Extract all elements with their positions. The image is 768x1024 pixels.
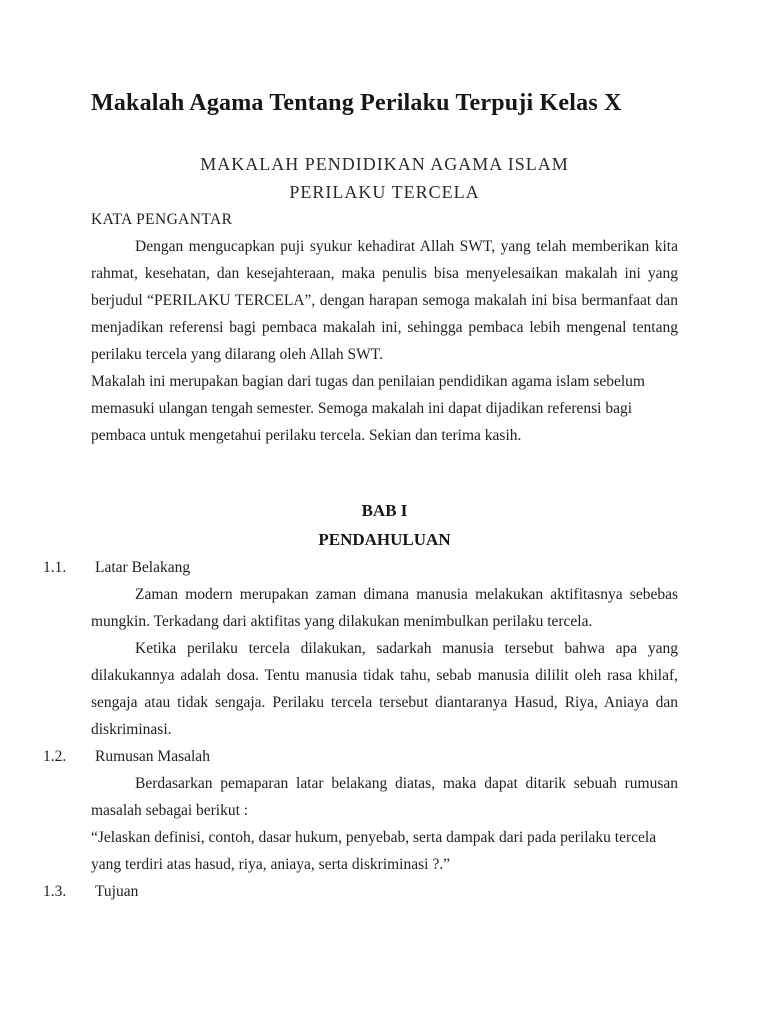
chapter-number-heading: BAB I [361,501,408,520]
chapter-title-heading: PENDAHULUAN [318,530,451,549]
section-heading-tujuan [43,878,678,905]
section-number: 1.2. [43,748,67,765]
document-subtitle-line-2: PERILAKU TERCELA [289,182,480,202]
section-heading-latar-belakang [43,554,678,581]
section-1-1-paragraph-2: Ketika perilaku tercela dilakukan, sadarkah manusia tersebut bahwa apa yang dilakukannya adalah dosa. Tentu manusia tidak tahu, sebab manusia dililit oleh rasa khilaf, sengaja atau tidak sengaja. Perilaku tercela tersebut diantaranya Hasud, Riya, Aniaya dan diskriminasi. [91,640,678,738]
section-number: 1.3. [43,883,67,900]
section-heading-rumusan-masalah [43,743,678,770]
section-number: 1.1. [43,559,67,576]
kata-pengantar-paragraph-1: Dengan mengucapkan puji syukur kehadirat Allah SWT, yang telah memberikan kita rahmat, kesehatan, dan kesejahteraan, maka penulis bisa menyelesaikan makalah ini yang berjudul “PERILAKU TERCELA”, dengan harapan semoga makalah ini bisa bermanfaat dan menjadikan referensi bagi pembaca makalah ini, sehingga pembaca lebih mengenal tentang perilaku tercela yang dilarang oleh Allah SWT. [91,238,678,363]
kata-pengantar-paragraph-2: Makalah ini merupakan bagian dari tugas dan penilaian pendidikan agama islam sebelum memasuki ulangan tengah semester. Semoga makalah ini dapat dijadikan referensi bagi pembaca untuk mengetahui perilaku tercela. Sekian dan terima kasih. [91,373,645,444]
section-1-2-paragraph-2: “Jelaskan definisi, contoh, dasar hukum, penyebab, serta dampak dari pada perilaku tercela yang terdiri atas hasud, riya, aniaya, serta diskriminasi ?.” [91,829,657,873]
section-1-2-paragraph-1: Berdasarkan pemaparan latar belakang diatas, maka dapat ditarik sebuah rumusan masalah sebagai berikut : [91,775,678,819]
document-title: Makalah Agama Tentang Perilaku Terpuji Kelas X [91,90,622,116]
section-1-1-paragraph-1: Zaman modern merupakan zaman dimana manusia melakukan aktifitasnya sebebas mungkin. Terkadang dari aktifitas yang dilakukan menimbulkan perilaku tercela. [91,586,678,630]
section-title: Rumusan Masalah [95,748,210,765]
section-title: Latar Belakang [95,559,191,576]
document-subtitle-block [91,150,678,206]
section-title: Tujuan [95,883,139,900]
kata-pengantar-heading: KATA PENGANTAR [91,211,233,228]
vertical-spacer [91,449,678,496]
chapter-heading-block [91,496,678,554]
document-subtitle-line-1: MAKALAH PENDIDIKAN AGAMA ISLAM [200,154,569,174]
